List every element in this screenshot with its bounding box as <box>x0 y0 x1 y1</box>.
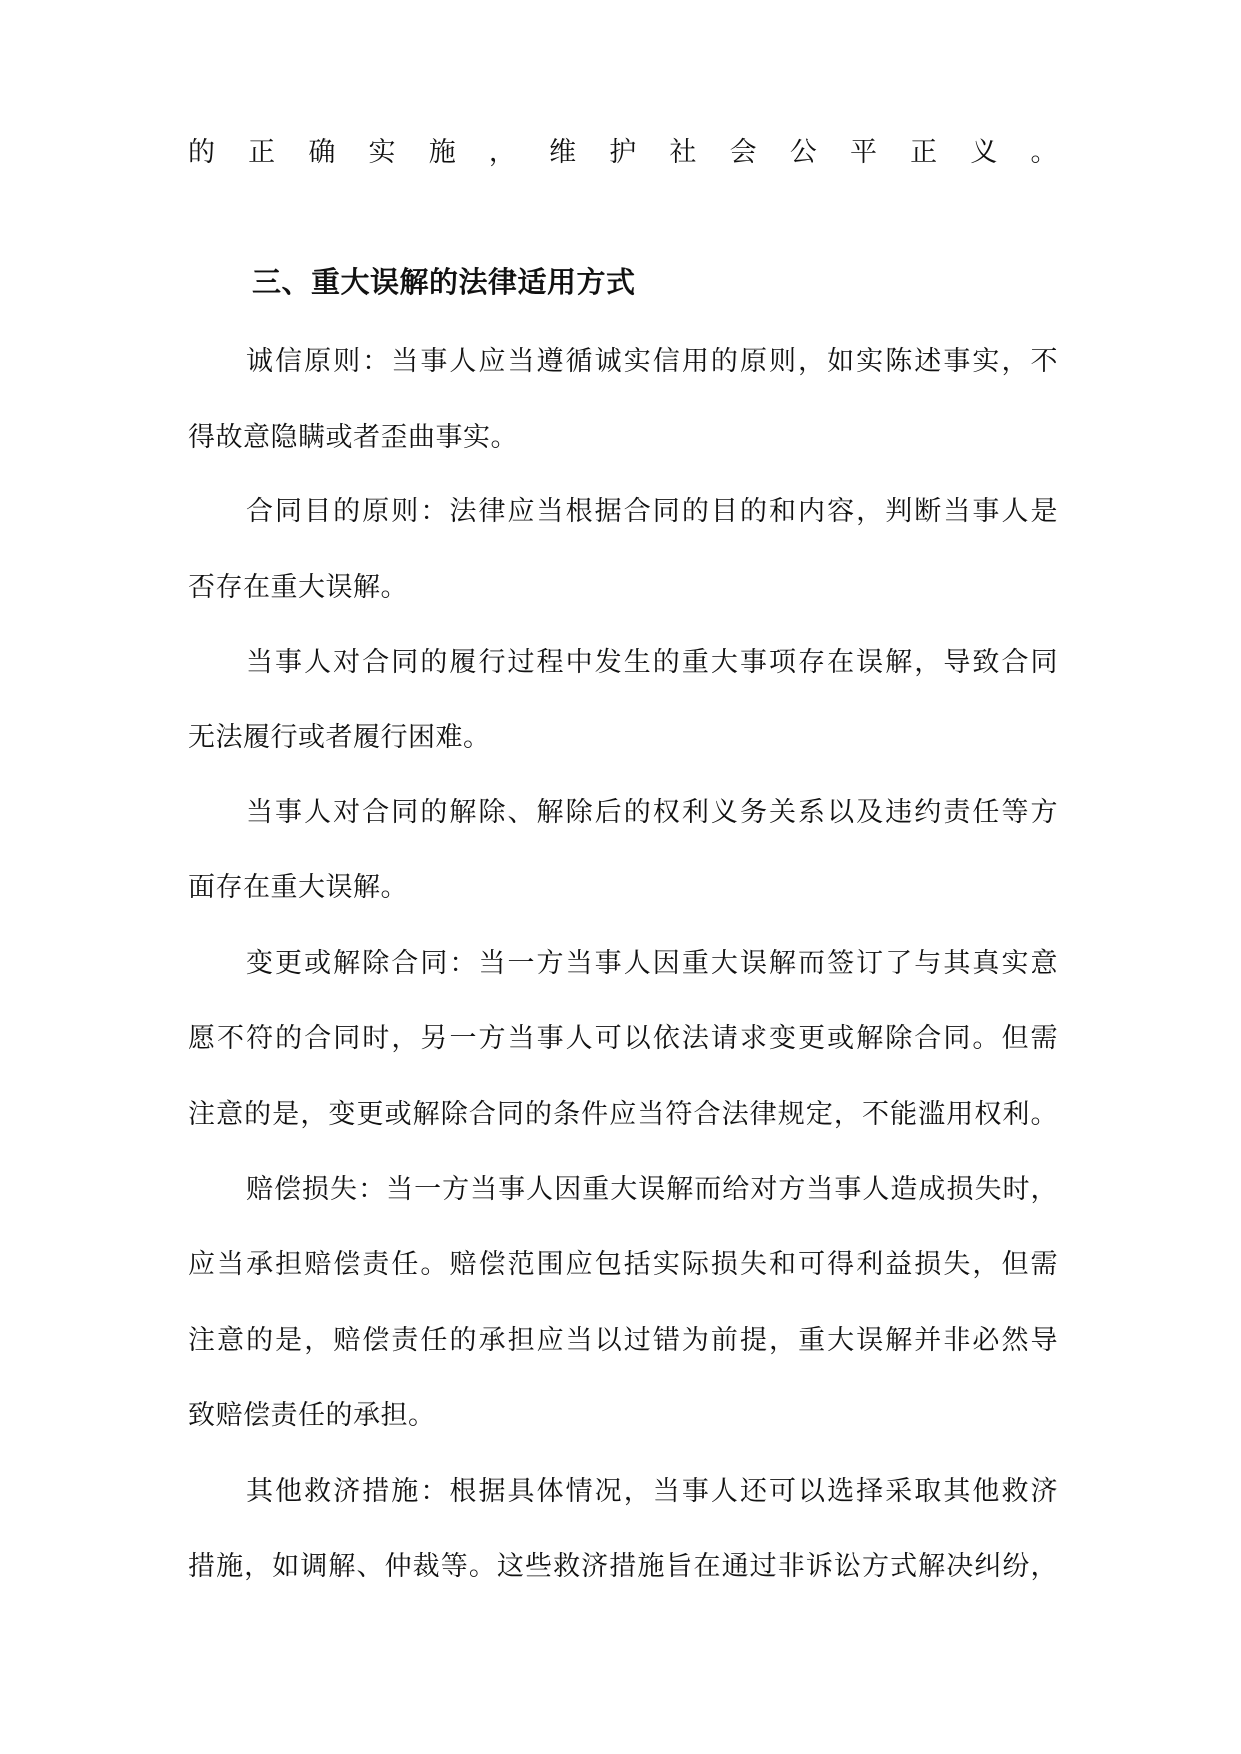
paragraph-line: 面存在重大误解。 <box>188 872 408 903</box>
paragraph-line: 愿不符的合同时，另一方当事人可以依法请求变更或解除合同。但需 <box>188 1023 1058 1054</box>
paragraph-line: 当事人对合同的履行过程中发生的重大事项存在误解，导致合同 <box>246 647 1058 678</box>
paragraph-line: 应当承担赔偿责任。赔偿范围应包括实际损失和可得利益损失，但需 <box>188 1249 1058 1280</box>
paragraph-line: 得故意隐瞒或者歪曲事实。 <box>188 422 518 453</box>
paragraph-line: 注意的是，变更或解除合同的条件应当符合法律规定，不能滥用权利。 <box>188 1099 1058 1130</box>
paragraph-line: 其他救济措施：根据具体情况，当事人还可以选择采取其他救济 <box>246 1476 1058 1507</box>
paragraph-line: 诚信原则：当事人应当遵循诚实信用的原则，如实陈述事实，不 <box>246 346 1058 377</box>
paragraph-line: 赔偿损失：当一方当事人因重大误解而给对方当事人造成损失时， <box>246 1174 1058 1205</box>
paragraph-line: 变更或解除合同：当一方当事人因重大误解而签订了与其真实意 <box>246 948 1058 979</box>
section-heading: 三、重大误解的法律适用方式 <box>252 265 636 299</box>
continuation-line: 的正确实施，维护社会公平正义。 <box>188 137 1058 168</box>
paragraph-line: 注意的是，赔偿责任的承担应当以过错为前提，重大误解并非必然导 <box>188 1325 1058 1356</box>
paragraph-line: 合同目的原则：法律应当根据合同的目的和内容，判断当事人是 <box>246 496 1058 527</box>
paragraph-line: 无法履行或者履行困难。 <box>188 722 491 753</box>
paragraph-line: 当事人对合同的解除、解除后的权利义务关系以及违约责任等方 <box>246 797 1058 828</box>
paragraph-line: 致赔偿责任的承担。 <box>188 1400 436 1431</box>
paragraph-line: 否存在重大误解。 <box>188 572 408 603</box>
paragraph-line: 措施，如调解、仲裁等。这些救济措施旨在通过非诉讼方式解决纠纷， <box>188 1551 1058 1582</box>
